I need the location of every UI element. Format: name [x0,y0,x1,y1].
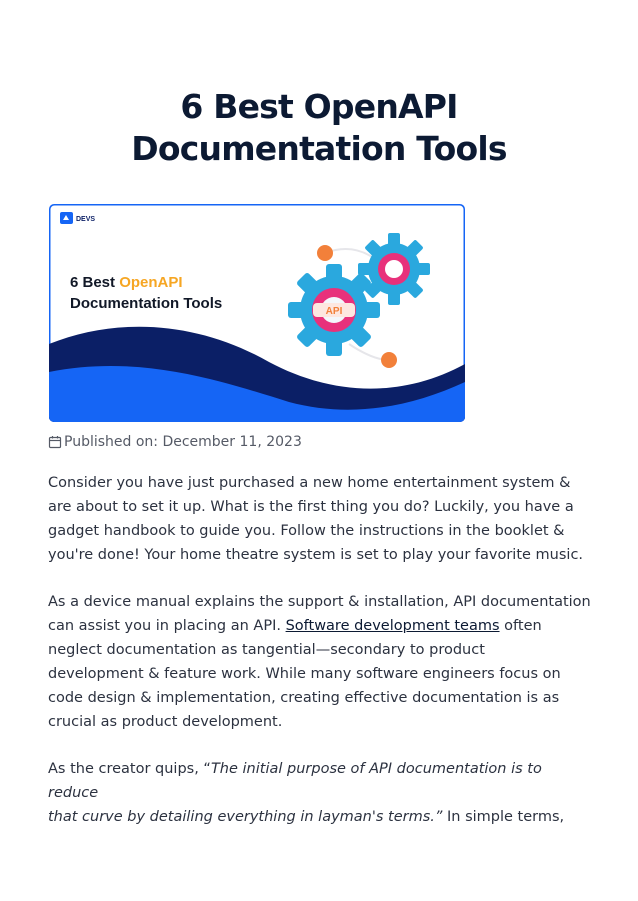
paragraph-1: Consider you have just purchased a new home entertainment system & are about to set it up. What is the first thing you do? Luckily, you have a gadget handbook to guide you. Follow the instructions in the booklet & you're done! Your home theatre system is set to play your favorite music. [48,475,584,563]
title-line-1: 6 Best OpenAPI [180,87,458,126]
hero-image [49,204,465,422]
creator-quote: The initial purpose of API documentation is to reduce that curve by detailing everything in layman's terms.” [48,761,542,825]
hero-heading-line-1: 6 Best OpenAPI [70,274,183,291]
published-text: Published on: December 11, 2023 [64,434,302,450]
published-date [48,431,302,453]
big-gear-icon [288,264,380,356]
paragraph-3: As the creator quips, “The initial purpose of API documentation is to reduce that curve by detailing everything in layman's terms.” In simple terms, [48,761,565,825]
orange-ball-top [317,245,333,261]
software-development-teams-link[interactable]: Software development teams [285,618,500,634]
gear-api-label: API [325,306,343,317]
title-line-2: Documentation Tools [131,129,507,168]
page-title [0,86,638,170]
paragraph-2: As a device manual explains the support & installation, API documentation can assist you in placing an API. Software development teams often neglect documentation as tangential—secondary to product development & feature work. While many software engineers focus on code design & implementation, creating effective documentation is as crucial as product development. [48,594,591,730]
orange-ball-bottom [381,352,397,368]
calendar-icon [48,435,62,449]
hero-heading-line-2: Documentation Tools [70,295,223,312]
brand-text: DEVS [76,216,96,223]
small-gear-icon [358,233,430,305]
